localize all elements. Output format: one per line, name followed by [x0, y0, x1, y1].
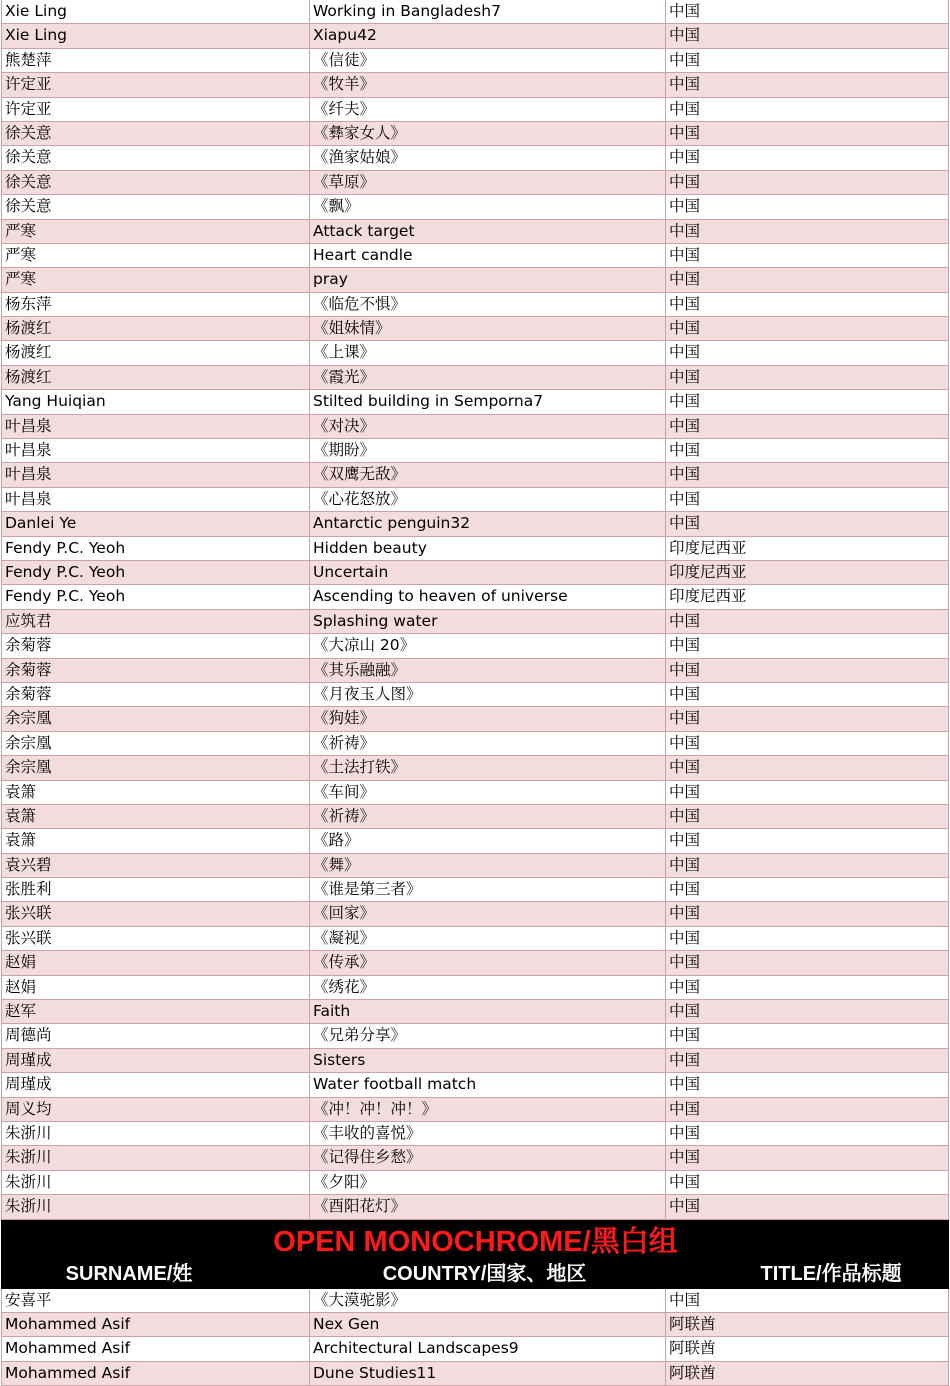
cell-country: 中国 — [666, 390, 949, 413]
cell-country: 中国 — [666, 659, 949, 682]
cell-country: 中国 — [666, 732, 949, 755]
cell-work: Hidden beauty — [310, 537, 666, 560]
table-row — [1, 927, 949, 951]
cell-country: 中国 — [666, 1024, 949, 1047]
cell-country: 中国 — [666, 512, 949, 535]
cell-work: 《回家》 — [310, 902, 666, 925]
cell-name: 徐关意 — [1, 195, 310, 218]
cell-country: 中国 — [666, 805, 949, 828]
cell-work: 《夕阳》 — [310, 1171, 666, 1194]
cell-work: 《冲！冲！冲！》 — [310, 1098, 666, 1121]
table-row — [1, 683, 949, 707]
cell-work: 《霞光》 — [310, 366, 666, 389]
cell-name: Danlei Ye — [1, 512, 310, 535]
table-row — [1, 122, 949, 146]
cell-country: 中国 — [666, 195, 949, 218]
cell-work: 《心花怒放》 — [310, 488, 666, 511]
cell-country: 中国 — [666, 1098, 949, 1121]
cell-country: 中国 — [666, 366, 949, 389]
cell-name: Mohammed Asif — [1, 1362, 310, 1385]
cell-country: 中国 — [666, 976, 949, 999]
cell-name: 袁箫 — [1, 829, 310, 852]
column-header-title: TITLE/作品标题 — [760, 1262, 902, 1285]
table-row — [1, 756, 949, 780]
cell-country: 中国 — [666, 0, 949, 23]
cell-work: 《双鹰无敌》 — [310, 463, 666, 486]
cell-country: 中国 — [666, 1049, 949, 1072]
cell-name: 余宗凰 — [1, 756, 310, 779]
table-row — [1, 707, 949, 731]
cell-work: 《凝视》 — [310, 927, 666, 950]
cell-name: Xie Ling — [1, 24, 310, 47]
cell-work: Working in Bangladesh7 — [310, 0, 666, 23]
cell-name: 叶昌泉 — [1, 463, 310, 486]
cell-name: 周瑾成 — [1, 1049, 310, 1072]
cell-name: 严寒 — [1, 268, 310, 291]
cell-work: Architectural Landscapes9 — [310, 1337, 666, 1360]
table-row — [1, 829, 949, 853]
table-row — [1, 1122, 949, 1146]
cell-name: 袁箫 — [1, 781, 310, 804]
table-row — [1, 610, 949, 634]
cell-work: 《记得住乡愁》 — [310, 1146, 666, 1169]
cell-name: 余菊蓉 — [1, 659, 310, 682]
cell-work: 《祈祷》 — [310, 805, 666, 828]
cell-country: 中国 — [666, 634, 949, 657]
column-header-surname: SURNAME/姓 — [65, 1262, 193, 1285]
table-row — [1, 976, 949, 1000]
table-row — [1, 0, 949, 24]
cell-country: 中国 — [666, 1289, 949, 1312]
cell-work: Attack target — [310, 220, 666, 243]
cell-name: 朱浙川 — [1, 1122, 310, 1145]
cell-country: 中国 — [666, 829, 949, 852]
cell-name: 许定亚 — [1, 98, 310, 121]
cell-name: 余宗凰 — [1, 732, 310, 755]
cell-country: 中国 — [666, 220, 949, 243]
table-row — [1, 781, 949, 805]
table-row — [1, 1337, 949, 1361]
cell-work: 《临危不惧》 — [310, 293, 666, 316]
results-table — [1, 0, 949, 1386]
table-row — [1, 659, 949, 683]
cell-name: 朱浙川 — [1, 1195, 310, 1218]
table-row — [1, 317, 949, 341]
cell-country: 中国 — [666, 415, 949, 438]
cell-name: 张兴联 — [1, 927, 310, 950]
cell-country: 中国 — [666, 1073, 949, 1096]
cell-name: Fendy P.C. Yeoh — [1, 585, 310, 608]
cell-country: 中国 — [666, 146, 949, 169]
table-body-bottom — [1, 1289, 949, 1386]
table-row — [1, 488, 949, 512]
cell-country: 印度尼西亚 — [666, 561, 949, 584]
cell-name: 叶昌泉 — [1, 439, 310, 462]
table-row — [1, 512, 949, 536]
cell-work: 《土法打铁》 — [310, 756, 666, 779]
cell-work: Uncertain — [310, 561, 666, 584]
column-headers — [2, 1260, 949, 1289]
cell-name: 严寒 — [1, 220, 310, 243]
table-row — [1, 1073, 949, 1097]
cell-name: 张兴联 — [1, 902, 310, 925]
cell-name: 余菊蓉 — [1, 683, 310, 706]
cell-name: Xie Ling — [1, 0, 310, 23]
cell-work: 《其乐融融》 — [310, 659, 666, 682]
table-row — [1, 98, 949, 122]
cell-country: 中国 — [666, 244, 949, 267]
cell-work: Water football match — [310, 1073, 666, 1096]
table-row — [1, 49, 949, 73]
table-row — [1, 878, 949, 902]
table-row — [1, 390, 949, 414]
cell-work: 《丰收的喜悦》 — [310, 1122, 666, 1145]
cell-country: 中国 — [666, 24, 949, 47]
cell-name: Fendy P.C. Yeoh — [1, 561, 310, 584]
table-row — [1, 195, 949, 219]
cell-name: 朱浙川 — [1, 1171, 310, 1194]
table-row — [1, 1000, 949, 1024]
cell-name: Mohammed Asif — [1, 1313, 310, 1336]
table-row — [1, 1098, 949, 1122]
cell-work: 《车间》 — [310, 781, 666, 804]
cell-work: 《期盼》 — [310, 439, 666, 462]
cell-name: 叶昌泉 — [1, 488, 310, 511]
cell-work: 《月夜玉人图》 — [310, 683, 666, 706]
cell-work: 《舞》 — [310, 854, 666, 877]
cell-name: 朱浙川 — [1, 1146, 310, 1169]
cell-work: Nex Gen — [310, 1313, 666, 1336]
table-row — [1, 244, 949, 268]
table-row — [1, 732, 949, 756]
table-row — [1, 439, 949, 463]
cell-country: 中国 — [666, 488, 949, 511]
table-row — [1, 341, 949, 365]
table-body-top — [1, 0, 949, 1220]
cell-work: 《传承》 — [310, 951, 666, 974]
cell-country: 中国 — [666, 951, 949, 974]
cell-country: 中国 — [666, 341, 949, 364]
table-row — [1, 463, 949, 487]
cell-country: 阿联酋 — [666, 1313, 949, 1336]
cell-country: 中国 — [666, 49, 949, 72]
cell-name: 徐关意 — [1, 146, 310, 169]
cell-name: 杨渡红 — [1, 341, 310, 364]
cell-work: Xiapu42 — [310, 24, 666, 47]
cell-country: 阿联酋 — [666, 1337, 949, 1360]
table-row — [1, 293, 949, 317]
cell-work: 《渔家姑娘》 — [310, 146, 666, 169]
cell-work: 《狗娃》 — [310, 707, 666, 730]
cell-name: 赵军 — [1, 1000, 310, 1023]
table-row — [1, 1289, 949, 1313]
cell-name: Mohammed Asif — [1, 1337, 310, 1360]
cell-work: 《姐妹情》 — [310, 317, 666, 340]
cell-country: 中国 — [666, 317, 949, 340]
table-row — [1, 805, 949, 829]
table-row — [1, 902, 949, 926]
section-header — [1, 1220, 949, 1289]
cell-country: 中国 — [666, 98, 949, 121]
cell-country: 中国 — [666, 1122, 949, 1145]
table-row — [1, 537, 949, 561]
table-row — [1, 220, 949, 244]
cell-country: 中国 — [666, 707, 949, 730]
cell-work: 《大漠驼影》 — [310, 1289, 666, 1312]
table-row — [1, 415, 949, 439]
cell-work: Splashing water — [310, 610, 666, 633]
table-row — [1, 1024, 949, 1048]
cell-country: 中国 — [666, 1195, 949, 1218]
cell-country: 中国 — [666, 463, 949, 486]
cell-name: 赵娟 — [1, 951, 310, 974]
cell-work: 《路》 — [310, 829, 666, 852]
table-row — [1, 951, 949, 975]
cell-work: 《纤夫》 — [310, 98, 666, 121]
cell-country: 中国 — [666, 610, 949, 633]
cell-name: 杨渡红 — [1, 366, 310, 389]
cell-name: 徐关意 — [1, 171, 310, 194]
cell-name: 许定亚 — [1, 73, 310, 96]
cell-name: 张胜利 — [1, 878, 310, 901]
cell-name: 袁兴碧 — [1, 854, 310, 877]
table-row — [1, 73, 949, 97]
table-row — [1, 1362, 949, 1386]
cell-country: 阿联酋 — [666, 1362, 949, 1385]
table-row — [1, 585, 949, 609]
table-row — [1, 171, 949, 195]
table-row — [1, 1049, 949, 1073]
table-row — [1, 268, 949, 292]
cell-name: Fendy P.C. Yeoh — [1, 537, 310, 560]
cell-work: 《草原》 — [310, 171, 666, 194]
cell-work: 《信徒》 — [310, 49, 666, 72]
cell-name: 徐关意 — [1, 122, 310, 145]
table-row — [1, 1171, 949, 1195]
cell-country: 中国 — [666, 122, 949, 145]
table-row — [1, 146, 949, 170]
cell-country: 中国 — [666, 927, 949, 950]
cell-work: 《酉阳花灯》 — [310, 1195, 666, 1218]
cell-work: Heart candle — [310, 244, 666, 267]
cell-name: 袁箫 — [1, 805, 310, 828]
cell-work: pray — [310, 268, 666, 291]
cell-country: 中国 — [666, 293, 949, 316]
table-row — [1, 366, 949, 390]
cell-name: 周瑾成 — [1, 1073, 310, 1096]
cell-work: 《彝家女人》 — [310, 122, 666, 145]
cell-country: 中国 — [666, 1171, 949, 1194]
cell-work: Sisters — [310, 1049, 666, 1072]
cell-work: 《祈祷》 — [310, 732, 666, 755]
cell-country: 印度尼西亚 — [666, 537, 949, 560]
section-title: OPEN MONOCHROME/黑白组 — [273, 1225, 678, 1258]
cell-work: 《兄弟分享》 — [310, 1024, 666, 1047]
table-row — [1, 634, 949, 658]
cell-name: 杨渡红 — [1, 317, 310, 340]
cell-country: 中国 — [666, 878, 949, 901]
cell-country: 中国 — [666, 756, 949, 779]
table-row — [1, 1146, 949, 1170]
cell-work: 《飘》 — [310, 195, 666, 218]
table-row — [1, 24, 949, 48]
cell-work: 《大凉山 20》 — [310, 634, 666, 657]
cell-name: 安喜平 — [1, 1289, 310, 1312]
cell-country: 中国 — [666, 171, 949, 194]
cell-work: Ascending to heaven of universe — [310, 585, 666, 608]
table-row — [1, 1313, 949, 1337]
cell-work: 《谁是第三者》 — [310, 878, 666, 901]
cell-country: 中国 — [666, 854, 949, 877]
cell-name: 应筑君 — [1, 610, 310, 633]
cell-country: 印度尼西亚 — [666, 585, 949, 608]
cell-work: Antarctic penguin32 — [310, 512, 666, 535]
cell-name: 周义均 — [1, 1098, 310, 1121]
cell-name: Yang Huiqian — [1, 390, 310, 413]
cell-country: 中国 — [666, 683, 949, 706]
cell-name: 熊楚萍 — [1, 49, 310, 72]
cell-work: 《牧羊》 — [310, 73, 666, 96]
cell-country: 中国 — [666, 73, 949, 96]
cell-name: 叶昌泉 — [1, 415, 310, 438]
cell-work: Dune Studies11 — [310, 1362, 666, 1385]
cell-country: 中国 — [666, 1146, 949, 1169]
cell-country: 中国 — [666, 439, 949, 462]
table-row — [1, 561, 949, 585]
cell-work: 《对决》 — [310, 415, 666, 438]
cell-country: 中国 — [666, 902, 949, 925]
cell-country: 中国 — [666, 268, 949, 291]
cell-name: 杨东萍 — [1, 293, 310, 316]
cell-name: 周德尚 — [1, 1024, 310, 1047]
cell-work: Faith — [310, 1000, 666, 1023]
cell-work: Stilted building in Semporna7 — [310, 390, 666, 413]
cell-work: 《绣花》 — [310, 976, 666, 999]
table-row — [1, 854, 949, 878]
cell-name: 赵娟 — [1, 976, 310, 999]
cell-country: 中国 — [666, 1000, 949, 1023]
cell-name: 余宗凰 — [1, 707, 310, 730]
column-header-country: COUNTRY/国家、地区 — [382, 1262, 587, 1285]
cell-name: 严寒 — [1, 244, 310, 267]
cell-name: 余菊蓉 — [1, 634, 310, 657]
cell-country: 中国 — [666, 781, 949, 804]
table-row — [1, 1195, 949, 1219]
cell-work: 《上课》 — [310, 341, 666, 364]
